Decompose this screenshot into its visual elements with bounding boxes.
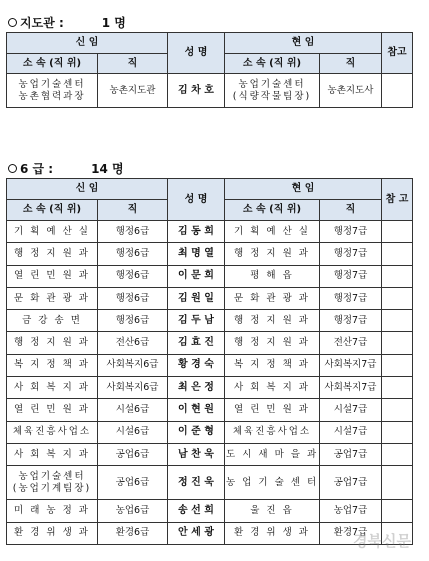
note [382,287,413,309]
note [382,443,413,465]
note [382,310,413,332]
new-affiliation: 행 정 지 원 과 [7,332,98,354]
current-grade: 사회복지7급 [320,354,382,376]
current-affiliation: 농 업 기 술 센 터 [225,466,320,500]
current-grade: 행정7급 [320,221,382,243]
current-affiliation: 복 지 정 책 과 [225,354,320,376]
new-affiliation: 농업기술센터 (농업기계팀장) [7,466,98,500]
current-grade: 행정7급 [320,243,382,265]
new-grade: 환경6급 [98,522,168,544]
person-name: 김 원 일 [168,287,225,309]
new-grade: 사회복지6급 [98,354,168,376]
table-row [7,332,413,354]
header-new: 신 임 [7,33,168,54]
person-name: 김 두 남 [168,310,225,332]
section-count: 1 명 [101,16,126,30]
current-affiliation: 도 시 새 마 을 과 [225,443,320,465]
current-grade: 시설7급 [320,421,382,443]
person-name: 이 준 형 [168,421,225,443]
table-row [7,354,413,376]
current-affiliation: 기 획 예 산 실 [225,221,320,243]
current-grade: 시설7급 [320,399,382,421]
table-row [7,466,413,500]
table-row [7,310,413,332]
new-affiliation: 사 회 복 지 과 [7,443,98,465]
table-row [7,265,413,287]
new-affiliation: 체육진흥사업소 [7,421,98,443]
header-affiliation: 소 속 (직 위) [7,54,98,74]
header-current: 현 임 [225,33,382,54]
new-affiliation: 문 화 관 광 과 [7,287,98,309]
new-affiliation: 복 지 정 책 과 [7,354,98,376]
header-current: 현 임 [225,179,382,200]
new-affiliation: 금 강 송 면 [7,310,98,332]
table-row [7,221,413,243]
note [382,421,413,443]
current-grade: 공업7급 [320,466,382,500]
person-name: 송 선 희 [168,500,225,522]
circle-bullet-icon [8,18,17,27]
note [382,74,413,108]
new-affiliation: 행 정 지 원 과 [7,243,98,265]
new-affiliation: 기 획 예 산 실 [7,221,98,243]
note [382,332,413,354]
header-grade: 직 [320,54,382,74]
note [382,466,413,500]
current-grade: 행정7급 [320,265,382,287]
table-row [7,500,413,522]
current-affiliation: 체육진흥사업소 [225,421,320,443]
table-row [7,421,413,443]
header-affiliation: 소 속 (직 위) [225,54,320,74]
person-name: 최 명 열 [168,243,225,265]
header-name: 성 명 [168,33,225,74]
person-name: 황 경 숙 [168,354,225,376]
person-name: 김 동 희 [168,221,225,243]
current-grade: 환경7급 [320,522,382,544]
current-affiliation: 열 린 민 원 과 [225,399,320,421]
new-affiliation: 열 린 민 원 과 [7,399,98,421]
header-note: 참고 [382,33,413,74]
new-grade: 행정6급 [98,287,168,309]
current-affiliation: 문 화 관 광 과 [225,287,320,309]
current-affiliation: 행 정 지 원 과 [225,310,320,332]
table-row [7,377,413,399]
new-grade: 시설6급 [98,399,168,421]
header-grade: 직 [98,54,168,74]
table-row [7,243,413,265]
new-grade: 행정6급 [98,221,168,243]
section-label: 지도관 : [20,16,64,30]
section-label: 6 급 : [20,162,54,176]
watermark: 경북신문 [353,532,411,550]
person-name: 남 찬 욱 [168,443,225,465]
new-affiliation: 사 회 복 지 과 [7,377,98,399]
header-affiliation: 소 속 (직 위) [7,200,98,221]
person-name: 김 효 진 [168,332,225,354]
current-grade: 농촌지도사 [320,74,382,108]
person-name: 김 차 호 [168,74,225,108]
current-affiliation: 평 해 읍 [225,265,320,287]
header-name: 성 명 [168,179,225,221]
new-grade: 행정6급 [98,243,168,265]
current-grade: 행정7급 [320,310,382,332]
section-title-grade6 [8,160,124,177]
table-row [7,287,413,309]
header-grade: 직 [320,200,382,221]
current-affiliation: 농업기술센터 (식량작물팀장) [225,74,320,108]
header-affiliation: 소 속 (직 위) [225,200,320,221]
note [382,399,413,421]
person-name: 이 현 원 [168,399,225,421]
new-grade: 공업6급 [98,443,168,465]
section-title-director [8,14,126,31]
current-affiliation: 행 정 지 원 과 [225,332,320,354]
new-affiliation: 농업기술센터 농촌협력과장 [7,74,98,108]
new-grade: 공업6급 [98,466,168,500]
current-affiliation: 환 경 위 생 과 [225,522,320,544]
current-grade: 전산7급 [320,332,382,354]
new-grade: 농촌지도관 [98,74,168,108]
new-affiliation: 미 래 농 정 과 [7,500,98,522]
table-row [7,443,413,465]
director-table [6,32,413,108]
table-row [7,74,413,108]
person-name: 최 은 정 [168,377,225,399]
section-count: 14 명 [91,162,124,176]
new-affiliation: 환 경 위 생 과 [7,522,98,544]
note [382,500,413,522]
new-grade: 행정6급 [98,310,168,332]
current-grade: 사회복지7급 [320,377,382,399]
current-grade: 농업7급 [320,500,382,522]
person-name: 이 문 희 [168,265,225,287]
note [382,354,413,376]
new-grade: 행정6급 [98,265,168,287]
note [382,221,413,243]
note [382,265,413,287]
current-grade: 공업7급 [320,443,382,465]
new-affiliation: 열 린 민 원 과 [7,265,98,287]
circle-bullet-icon [8,164,17,173]
header-note: 참 고 [382,179,413,221]
grade6-table [6,178,413,545]
note [382,243,413,265]
new-grade: 사회복지6급 [98,377,168,399]
table-row [7,522,413,544]
current-affiliation: 사 회 복 지 과 [225,377,320,399]
table-row [7,399,413,421]
note [382,377,413,399]
header-new: 신 임 [7,179,168,200]
person-name: 정 진 욱 [168,466,225,500]
current-affiliation: 행 정 지 원 과 [225,243,320,265]
new-grade: 농업6급 [98,500,168,522]
person-name: 안 세 광 [168,522,225,544]
new-grade: 전산6급 [98,332,168,354]
new-grade: 시설6급 [98,421,168,443]
current-affiliation: 울 진 읍 [225,500,320,522]
current-grade: 행정7급 [320,287,382,309]
header-grade: 직 [98,200,168,221]
